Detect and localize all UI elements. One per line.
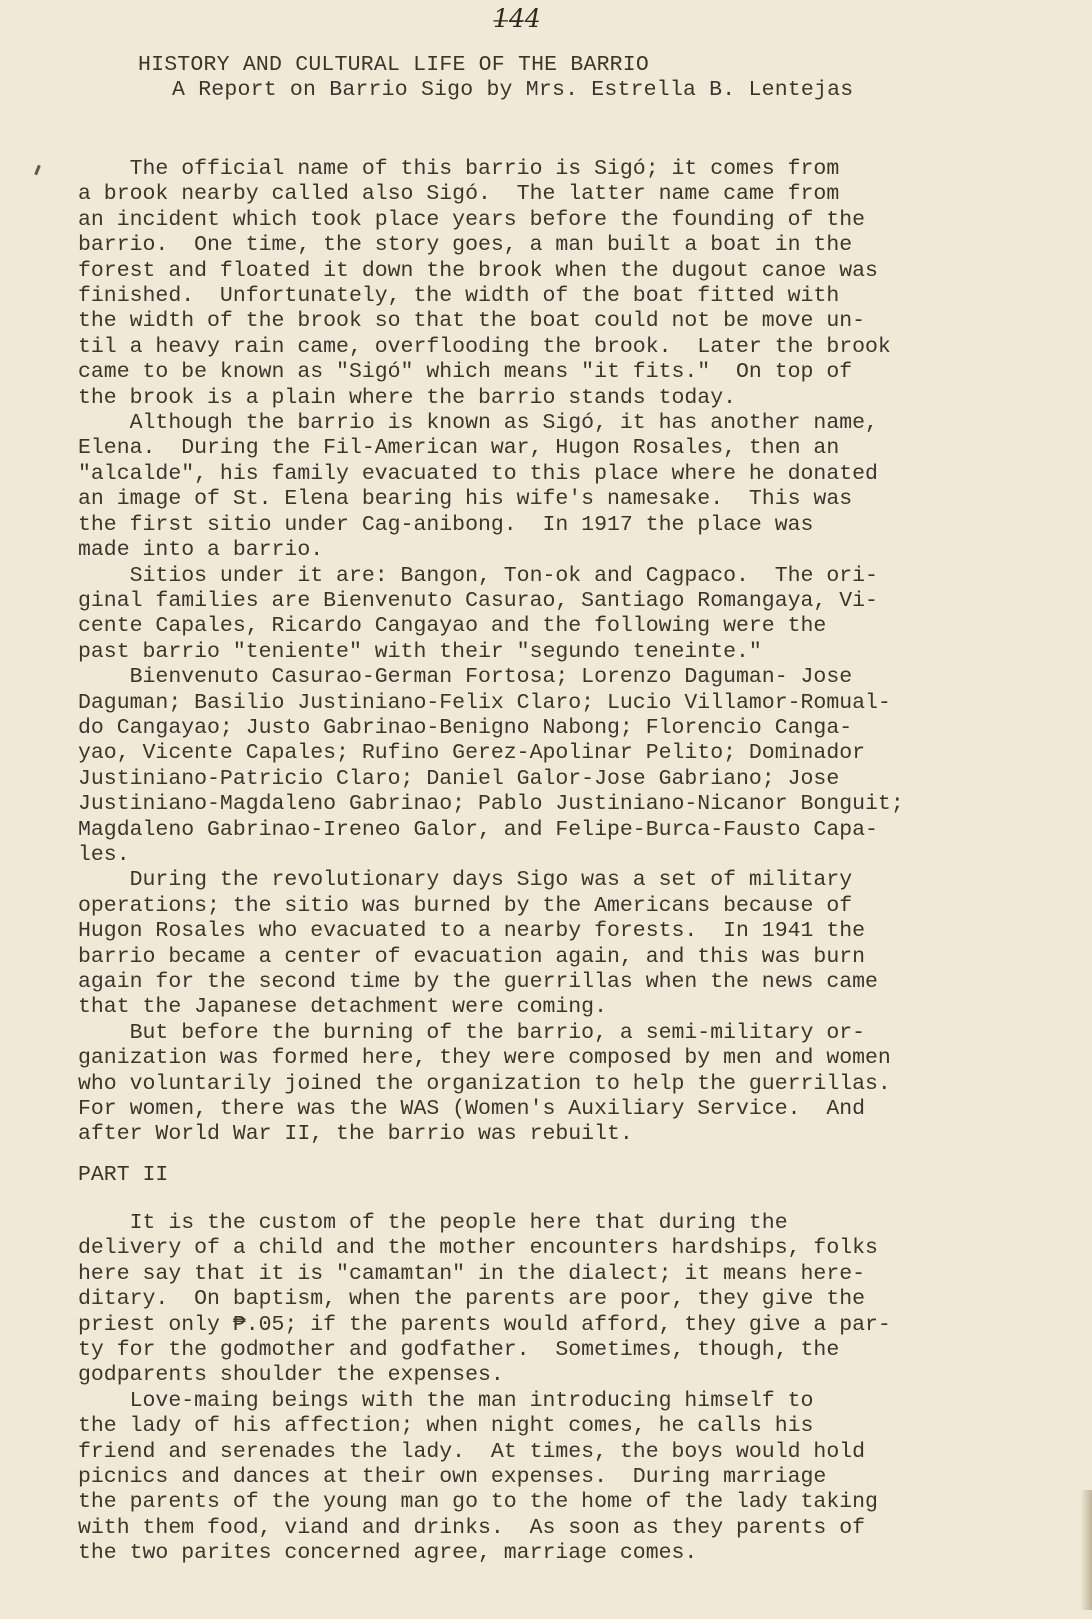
text-line: made into a barrio. bbox=[78, 538, 324, 563]
text-line: the brook is a plain where the barrio stands today. bbox=[78, 385, 737, 410]
text-line: godparents shoulder the expenses. bbox=[78, 1363, 504, 1388]
part-two-heading: PART II bbox=[78, 1163, 169, 1187]
text-line: do Cangayao; Justo Gabrinao-Benigno Nabong; Florencio Canga- bbox=[78, 715, 853, 740]
text-line: Love-maing beings with the man introducing himself to bbox=[78, 1388, 814, 1413]
text-line: a brook nearby called also Sigó. The latter name came from bbox=[78, 182, 840, 207]
text-line: the lady of his affection; when night comes, he calls his bbox=[78, 1414, 814, 1439]
page-number: 1̶4̶4 bbox=[493, 4, 541, 33]
text-line: The official name of this barrio is Sigó; it comes from bbox=[78, 157, 840, 181]
text-line: forest and floated it down the brook when the dugout canoe was bbox=[78, 258, 878, 283]
text-line: the first sitio under Cag-anibong. In 1917 the place was bbox=[78, 512, 814, 537]
text-line: cente Capales, Ricardo Cangayao and the following were the bbox=[78, 614, 827, 639]
text-line: past barrio "teniente" with their "segundo teneinte." bbox=[78, 639, 762, 664]
text-line: again for the second time by the guerrillas when the news came bbox=[78, 970, 878, 994]
text-line: an image of St. Elena bearing his wife's namesake. This was bbox=[78, 487, 853, 512]
text-line: barrio became a center of evacuation again, and this was burn bbox=[78, 944, 866, 969]
text-line: During the revolutionary days Sigo was a set of military bbox=[78, 868, 853, 893]
text-line: barrio. One time, the story goes, a man built a boat in the bbox=[78, 233, 853, 258]
text-line: les. bbox=[78, 842, 130, 867]
text-line: friend and serenades the lady. At times, the boys would hold bbox=[78, 1439, 866, 1464]
text-line: "alcalde", his family evacuated to this place where he donated bbox=[78, 461, 878, 486]
text-line: til a heavy rain came, overflooding the brook. Later the brook bbox=[78, 334, 891, 359]
text-line: But before the burning of the barrio, a semi-military or- bbox=[78, 1020, 866, 1045]
page-edge-shadow bbox=[1080, 1490, 1092, 1610]
text-line: yao, Vicente Capales; Rufino Gerez-Apolinar Pelito; Dominador bbox=[78, 741, 866, 766]
text-line: ditary. On baptism, when the parents are poor, they give the bbox=[78, 1287, 866, 1312]
text-line: operations; the sitio was burned by the Americans because of bbox=[78, 893, 853, 918]
text-line: ty for the godmother and godfather. Sometimes, though, the bbox=[78, 1338, 840, 1363]
document-subtitle: A Report on Barrio Sigo by Mrs. Estrella B. Lentejas bbox=[172, 78, 854, 102]
text-line: an incident which took place years before the founding of the bbox=[78, 207, 866, 232]
text-line: the parents of the young man go to the home of the lady taking bbox=[78, 1490, 878, 1515]
text-line: delivery of a child and the mother encounters hardships, folks bbox=[78, 1236, 878, 1261]
text-line: ganization was formed here, they were composed by men and women bbox=[78, 1046, 891, 1071]
text-line: It is the custom of the people here that during the bbox=[78, 1211, 788, 1235]
text-line: that the Japanese detachment were coming. bbox=[78, 995, 607, 1020]
text-line: Magdaleno Gabrinao-Ireneo Galor, and Felipe-Burca-Fausto Capa- bbox=[78, 817, 878, 842]
text-line: here say that it is "camamtan" in the dialect; it means here- bbox=[78, 1261, 866, 1286]
text-line: Sitios under it are: Bangon, Ton-ok and Cagpaco. The ori- bbox=[78, 563, 878, 588]
text-line: Daguman; Basilio Justiniano-Felix Claro; Lucio Villamor-Romual- bbox=[78, 690, 891, 715]
text-line: Bienvenuto Casurao-German Fortosa; Lorenzo Daguman- Jose bbox=[78, 665, 853, 690]
text-line: with them food, viand and drinks. As soon as they parents of bbox=[78, 1515, 866, 1540]
text-line: the two parites concerned agree, marriage comes. bbox=[78, 1541, 698, 1566]
text-line: ginal families are Bienvenuto Casurao, Santiago Romangaya, Vi- bbox=[78, 588, 878, 613]
text-line: came to be known as "Sigó" which means "it fits." On top of bbox=[78, 360, 853, 385]
text-line: the width of the brook so that the boat could not be move un- bbox=[78, 309, 866, 334]
text-line: Hugon Rosales who evacuated to a nearby forests. In 1941 the bbox=[78, 919, 866, 944]
history-section bbox=[78, 157, 1038, 1148]
text-line: priest only ₱.05; if the parents would afford, they give a par- bbox=[78, 1312, 891, 1337]
document-title: HISTORY AND CULTURAL LIFE OF THE BARRIO bbox=[138, 53, 649, 77]
text-line: Justiniano-Patricio Claro; Daniel Galor-Jose Gabriano; Jose bbox=[78, 766, 840, 791]
text-line: picnics and dances at their own expenses. During marriage bbox=[78, 1465, 827, 1490]
text-line: who voluntarily joined the organization to help the guerrillas. bbox=[78, 1071, 891, 1096]
text-line: finished. Unfortunately, the width of the boat fitted with bbox=[78, 284, 840, 309]
text-line: Elena. During the Fil-American war, Hugon Rosales, then an bbox=[78, 436, 840, 461]
margin-mark bbox=[34, 165, 41, 175]
text-line: Justiniano-Magdaleno Gabrinao; Pablo Justiniano-Nicanor Bonguit; bbox=[78, 792, 904, 817]
text-line: after World War II, the barrio was rebuilt. bbox=[78, 1122, 633, 1147]
text-line: Although the barrio is known as Sigó, it has another name, bbox=[78, 411, 878, 436]
customs-section bbox=[78, 1211, 1038, 1567]
text-line: For women, there was the WAS (Women's Auxiliary Service. And bbox=[78, 1097, 866, 1122]
